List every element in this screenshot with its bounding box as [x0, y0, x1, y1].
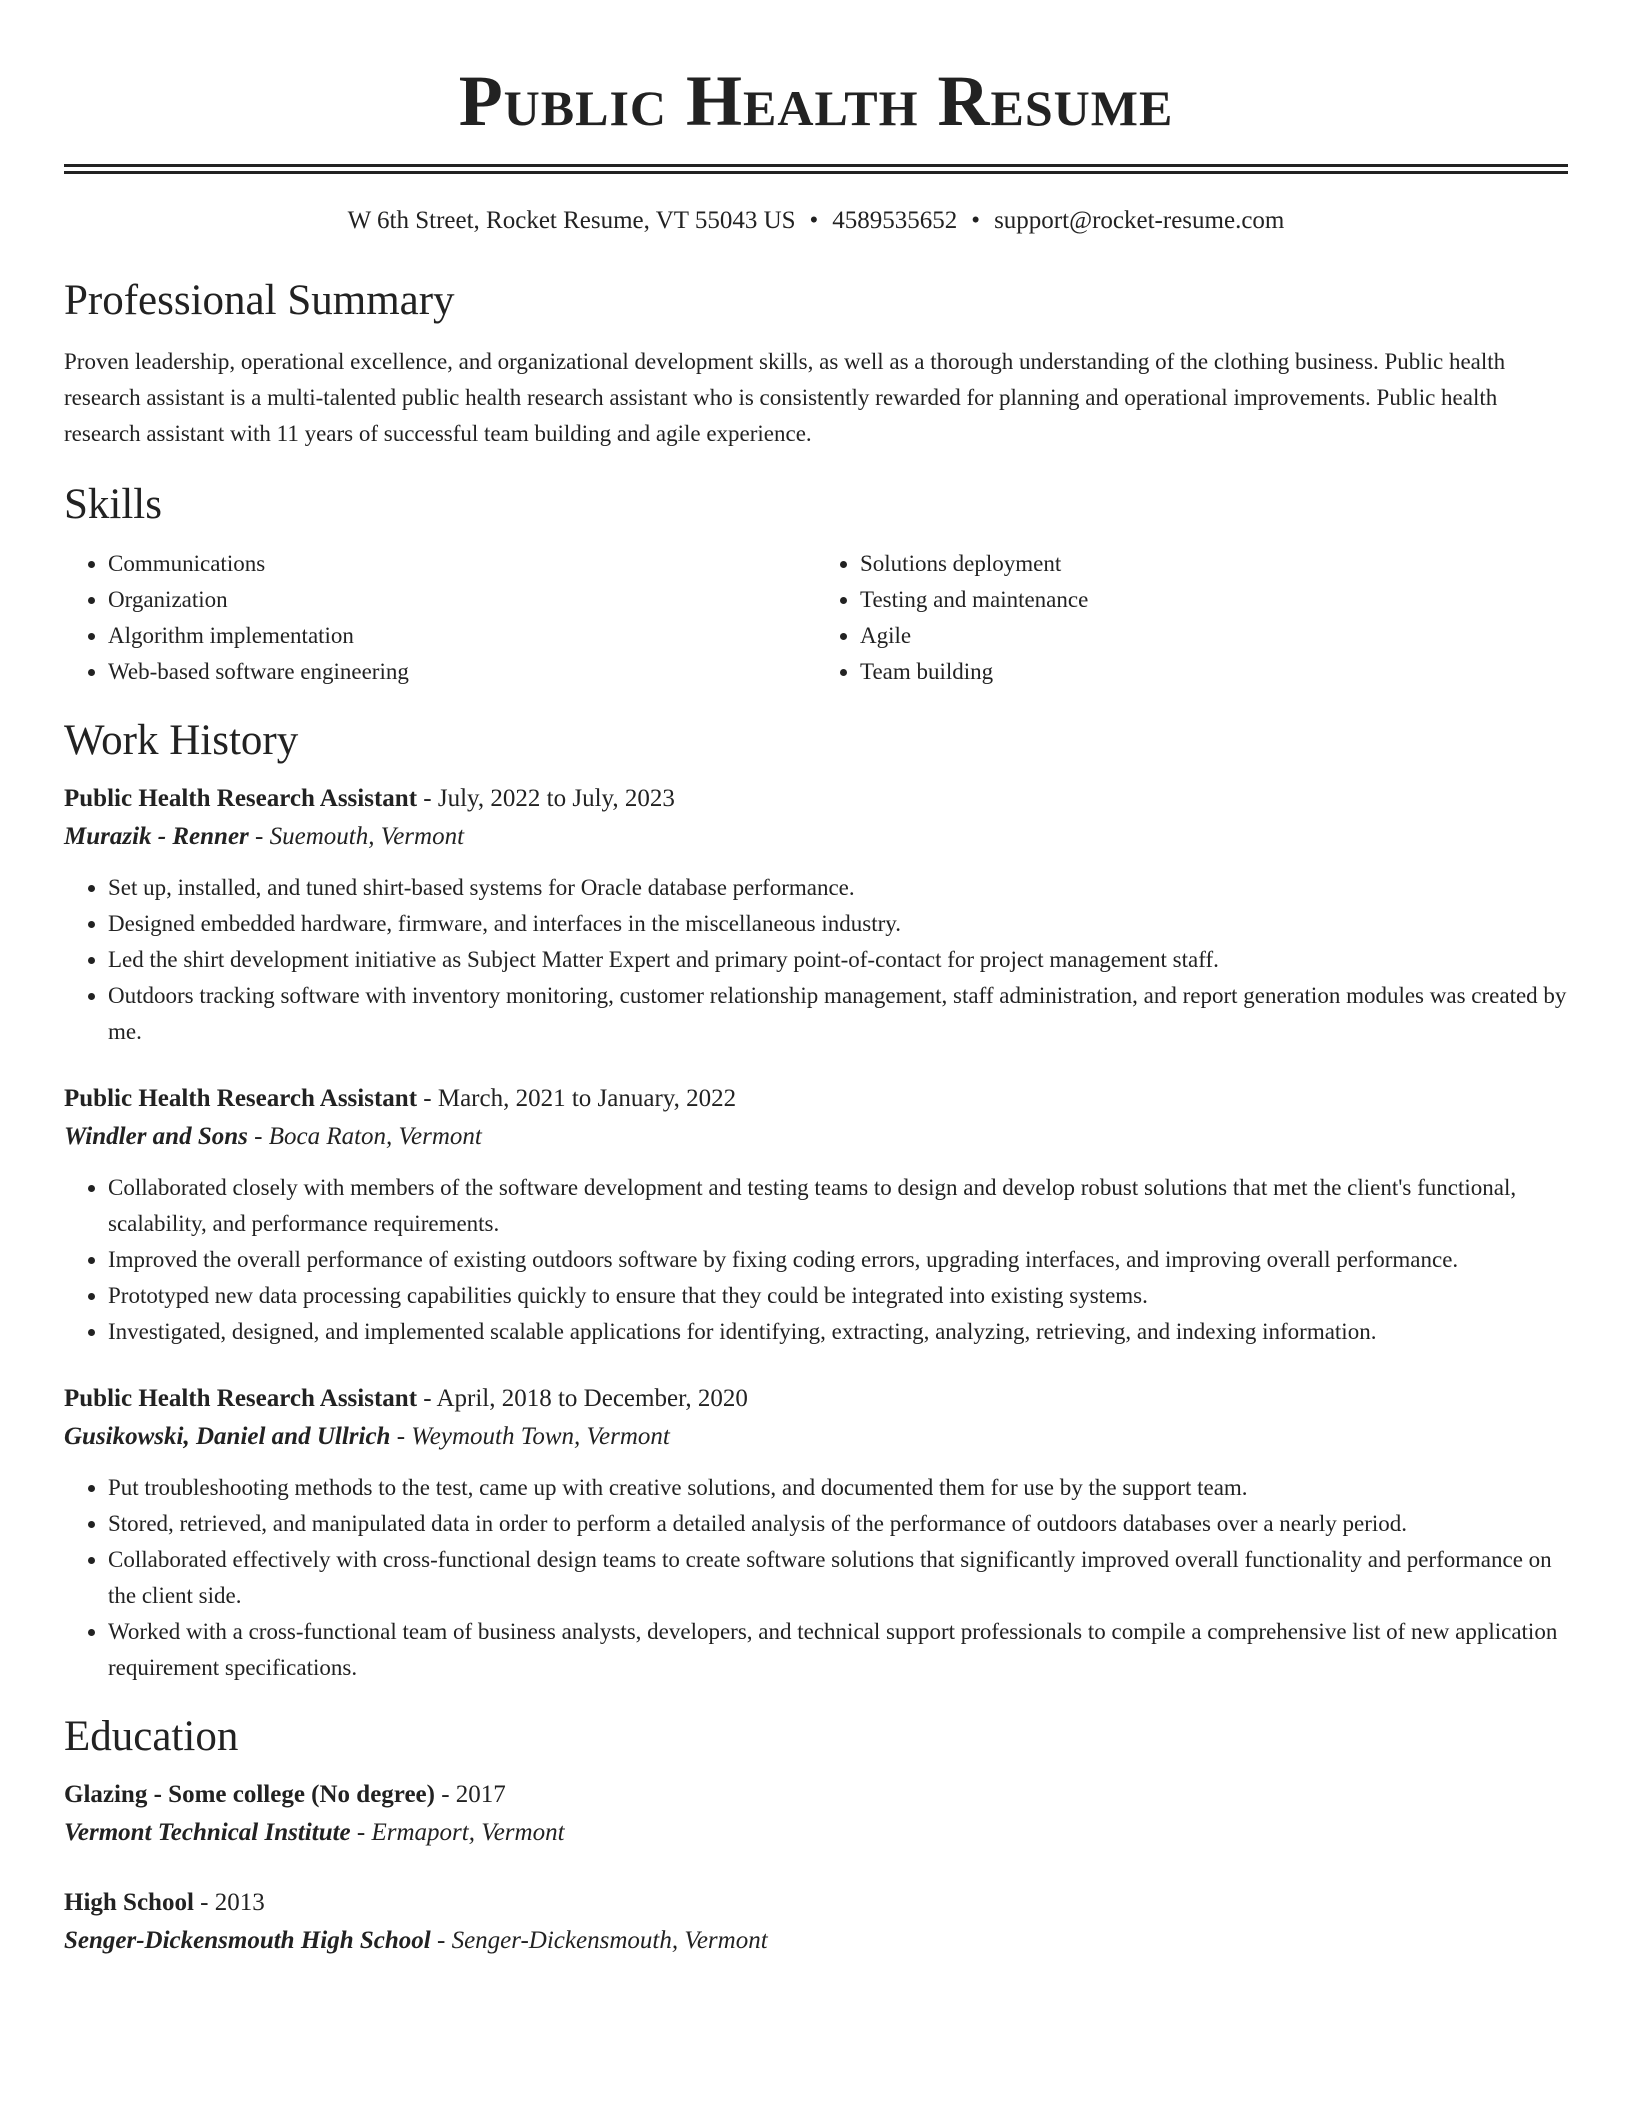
summary-text: Proven leadership, operational excellence, and organizational development skills, as well as a thorough understanding of the clothing business. Public health research assistant is a multi-talented public health research assistant who is consistently rewarded for planning and operational improvements. Public health research assistant with 11 years of successful team building and agile experience.: [64, 349, 1506, 446]
job-bullet: • Investigated, designed, and implemented scalable applications for identifying, extracting, analyzing, retrieving, and indexing information.: [108, 1314, 1568, 1350]
contact-phone: 4589535652: [832, 207, 958, 234]
education-entry: [64, 1884, 1568, 1960]
education-location: Senger-Dickensmouth, Vermont: [451, 1927, 768, 1954]
job-bullets: [64, 1470, 1568, 1686]
contact-line: [64, 204, 1568, 238]
title-double-rule: [64, 164, 1568, 174]
job-bullet: • Outdoors tracking software with inventory monitoring, customer relationship management, staff administration, and report generation modules was created by me.: [108, 978, 1568, 1050]
job-bullet: • Set up, installed, and tuned shirt-based systems for Oracle database performance.: [108, 870, 1568, 906]
work-history-section: [64, 716, 1568, 1686]
education-degree: High School: [64, 1889, 194, 1916]
education-school: Senger-Dickensmouth High School: [64, 1927, 431, 1954]
skill-item: • Agile: [860, 618, 1568, 654]
job-company: Murazik - Renner: [64, 823, 249, 850]
skills-section: [64, 480, 1568, 690]
resume-title: Public Health Resume: [458, 61, 1174, 141]
skill-item: • Web-based software engineering: [108, 654, 816, 690]
skill-item: • Communications: [108, 546, 816, 582]
job-company-line: Murazik - Renner - Suemouth, Vermont: [64, 823, 465, 850]
skill-item: • Team building: [860, 654, 1568, 690]
job-location: Weymouth Town, Vermont: [411, 1423, 670, 1450]
job-bullet: • Stored, retrieved, and manipulated data in order to perform a detailed analysis of the performance of outdoors databases over a nearly period.: [108, 1506, 1568, 1542]
job-bullets: [64, 870, 1568, 1050]
job-dates: July, 2022 to July, 2023: [437, 785, 675, 812]
skill-item: • Solutions deployment: [860, 546, 1568, 582]
job-title: Public Health Research Assistant: [64, 1085, 418, 1112]
education-entry: [64, 1776, 1568, 1852]
education-school-line: Senger-Dickensmouth High School - Senger-Dickensmouth, Vermont: [64, 1927, 768, 1954]
job-bullets: [64, 1170, 1568, 1350]
job-title-line: Public Health Research Assistant - July, 2022 to July, 2023: [64, 785, 675, 812]
skills-right-list: [816, 546, 1568, 690]
job-location: Boca Raton, Vermont: [268, 1123, 482, 1150]
job-bullet: • Prototyped new data processing capabilities quickly to ensure that they could be integrated into existing systems.: [108, 1278, 1568, 1314]
job-bullet: • Collaborated closely with members of the software development and testing teams to design and develop robust solutions that met the client's functional, scalability, and performance requirements.: [108, 1170, 1568, 1242]
education-degree-line: High School - 2013: [64, 1889, 265, 1916]
education-year: 2013: [214, 1889, 265, 1916]
job-bullet: • Put troubleshooting methods to the test, came up with creative solutions, and documented them for use by the support team.: [108, 1470, 1568, 1506]
job-company-line: Gusikowski, Daniel and Ullrich - Weymouth Town, Vermont: [64, 1423, 670, 1450]
education-heading: Education: [64, 1713, 239, 1760]
job-entry: [64, 1080, 1568, 1350]
job-bullet: • Designed embedded hardware, firmware, and interfaces in the miscellaneous industry.: [108, 906, 1568, 942]
job-bullet: • Collaborated effectively with cross-functional design teams to create software solutions that significantly improved overall functionality and performance on the client side.: [108, 1542, 1568, 1614]
skills-columns: [64, 546, 1568, 690]
summary-section: [64, 276, 1568, 452]
job-title-line: Public Health Research Assistant - March, 2021 to January, 2022: [64, 1085, 737, 1112]
job-company-line: Windler and Sons - Boca Raton, Vermont: [64, 1123, 482, 1150]
skill-item: • Testing and maintenance: [860, 582, 1568, 618]
contact-separator: •: [971, 207, 981, 234]
education-location: Ermaport, Vermont: [371, 1819, 565, 1846]
job-company: Windler and Sons: [64, 1123, 248, 1150]
job-location: Suemouth, Vermont: [269, 823, 465, 850]
job-bullet: • Worked with a cross-functional team of business analysts, developers, and technical support professionals to compile a comprehensive list of new application requirement specifications.: [108, 1614, 1568, 1686]
contact-email: support@rocket-resume.com: [994, 207, 1285, 234]
skill-item: • Organization: [108, 582, 816, 618]
contact-address: W 6th Street, Rocket Resume, VT 55043 US: [347, 207, 796, 234]
skill-item: • Algorithm implementation: [108, 618, 816, 654]
education-section: [64, 1712, 1568, 1960]
education-degree-line: Glazing - Some college (No degree) - 2017: [64, 1781, 506, 1808]
skills-left-list: [64, 546, 816, 690]
job-title: Public Health Research Assistant: [64, 785, 418, 812]
skills-heading: Skills: [64, 481, 162, 528]
education-school: Vermont Technical Institute: [64, 1819, 351, 1846]
job-entry: [64, 1380, 1568, 1686]
job-entry: [64, 780, 1568, 1050]
job-company: Gusikowski, Daniel and Ullrich: [64, 1423, 391, 1450]
job-bullet: • Improved the overall performance of existing outdoors software by fixing coding errors, upgrading interfaces, and improving overall performance.: [108, 1242, 1568, 1278]
resume-page: [64, 0, 1568, 1960]
job-dates: April, 2018 to December, 2020: [436, 1385, 748, 1412]
job-dates: March, 2021 to January, 2022: [437, 1085, 737, 1112]
job-title: Public Health Research Assistant: [64, 1385, 418, 1412]
summary-heading: Professional Summary: [64, 277, 455, 324]
work-history-heading: Work History: [64, 717, 299, 764]
education-degree: Glazing - Some college (No degree): [64, 1781, 435, 1808]
contact-separator: •: [809, 207, 819, 234]
job-bullet: • Led the shirt development initiative as Subject Matter Expert and primary point-of-contact for project management staff.: [108, 942, 1568, 978]
education-school-line: Vermont Technical Institute - Ermaport, Vermont: [64, 1819, 565, 1846]
education-year: 2017: [455, 1781, 506, 1808]
job-title-line: Public Health Research Assistant - April, 2018 to December, 2020: [64, 1385, 748, 1412]
